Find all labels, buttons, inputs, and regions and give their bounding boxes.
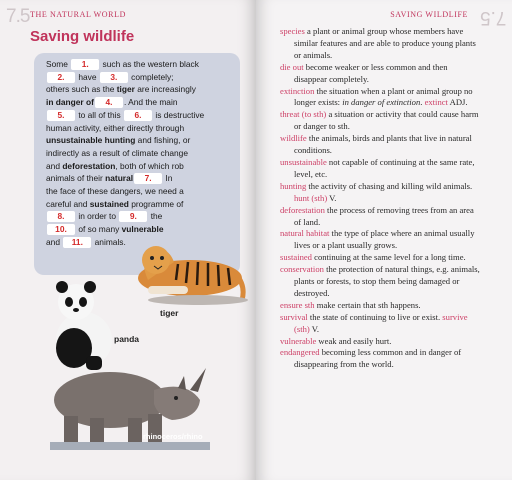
text-line (46, 122, 240, 135)
text-line (46, 83, 240, 96)
definition-text: the animals, birds and plants that live in natural conditions. (294, 133, 472, 156)
text-span: have (76, 71, 99, 82)
text-span: the (148, 211, 163, 222)
text-span: In (163, 173, 173, 184)
rhino-caption: rhinoceros/rhino (143, 432, 203, 441)
key-word: deforestation (62, 160, 116, 171)
glossary-entry (280, 62, 480, 86)
text-line (46, 210, 240, 223)
glossary-entry (280, 133, 480, 157)
headword: threat (to sth) (280, 109, 327, 120)
text-span: such as the western black (100, 59, 199, 69)
text-span: animals. (92, 236, 126, 247)
glossary-entry (280, 264, 480, 300)
gap-blank-2[interactable]: 2. (47, 72, 75, 83)
headword: natural habitat (280, 228, 330, 239)
glossary-entry (280, 336, 480, 348)
gap-blank-9[interactable]: 9. (119, 211, 147, 222)
headword: deforestation (280, 204, 325, 215)
key-word: in danger of (46, 97, 94, 108)
definition-text: the type of place where an animal usually lives or a plant usually grows. (294, 228, 475, 251)
gap-blank-1[interactable]: 1. (71, 59, 99, 70)
glossary-entry (280, 228, 480, 252)
definition-text: weak and easily hurt. (316, 335, 392, 346)
key-word: natural (105, 173, 134, 184)
key-word: sustained (89, 198, 129, 209)
glossary-entry (280, 347, 480, 371)
panda-image (44, 278, 116, 372)
text-line (46, 198, 240, 211)
definition-text: V. (309, 323, 320, 334)
text-line (46, 147, 240, 160)
related-form: survive (sth) (294, 311, 468, 334)
unit-number-right: 7.5 (479, 7, 506, 28)
definition-text: ADJ. (447, 97, 468, 108)
glossary-entry (280, 252, 480, 264)
definition-text: make certain that sth happens. (314, 299, 421, 310)
tiger-caption: tiger (160, 308, 179, 318)
glossary-entry (280, 157, 480, 181)
text-line (46, 71, 240, 84)
text-span: indirectly as a result of climate change (46, 147, 188, 158)
text-span: careful and (46, 198, 90, 209)
text-span: and (46, 236, 63, 247)
gap-blank-5[interactable]: 5. (47, 110, 75, 121)
text-span: are increasingly (134, 84, 196, 95)
gap-blank-8[interactable]: 8. (47, 211, 75, 222)
text-span: completely; (128, 71, 174, 82)
text-span: of so many (76, 224, 122, 235)
definition-text: the situation when a plant or animal group no longer exists: (294, 85, 473, 108)
definition-text: the state of continuing to live or exist. (307, 311, 443, 322)
headword: vulnerable (280, 335, 317, 346)
key-word: unsustainable hunting (46, 135, 136, 146)
text-span: programme of (128, 198, 184, 209)
definition-text: the protection of natural things, e.g. animals, plants or forests, to stop them being damaged or destroyed. (294, 264, 480, 298)
text-span: and fishing, or (135, 135, 191, 146)
related-form: extinct (424, 97, 448, 108)
gap-blank-6[interactable]: 6. (124, 110, 152, 121)
glossary-entry (280, 205, 480, 229)
definition-text: not capable of continuing at the same rate, level, etc. (294, 156, 475, 179)
text-line (46, 109, 240, 122)
text-line (46, 58, 240, 71)
headword: conservation (280, 264, 324, 275)
definition-text: becoming less common and in danger of disappearing from the world. (294, 347, 462, 370)
panda-caption: panda (114, 334, 140, 344)
text-span: , both of which rob (115, 160, 184, 171)
glossary-entry (280, 26, 480, 62)
definition-text: the activity of chasing and killing wild animals. (306, 180, 473, 191)
text-line (46, 185, 240, 198)
text-span: others such as the (46, 84, 117, 95)
definition-text: a situation or activity that could cause harm or danger to sth. (294, 109, 479, 132)
headword: unsustainable (280, 156, 327, 167)
gap-blank-10[interactable]: 10. (47, 224, 75, 235)
glossary-entry (280, 300, 480, 312)
text-line (46, 96, 240, 109)
related-form: hunt (sth) (294, 192, 328, 203)
glossary-entry (280, 109, 480, 133)
text-span: Some (46, 59, 71, 69)
headword: survival (280, 311, 308, 322)
text-line (46, 134, 240, 147)
gap-blank-11[interactable]: 11. (63, 237, 91, 248)
headword: extinction (280, 85, 315, 96)
definition-text: the process of removing trees from an area of land. (294, 204, 474, 227)
text-span: in order to (76, 211, 119, 222)
page-title: Saving wildlife (30, 28, 135, 45)
gap-blank-4[interactable]: 4. (95, 97, 123, 108)
glossary-entry (280, 312, 480, 336)
definition-text: a plant or animal group whose members have similar features and are able to produce young plants or animals. (294, 26, 476, 60)
definition-text: . (420, 97, 425, 108)
text-span: the face of these dangers, we need a (46, 186, 184, 197)
gap-blank-3[interactable]: 3. (100, 72, 128, 83)
glossary (280, 26, 480, 371)
running-head-left: THE NATURAL WORLD (30, 10, 126, 19)
text-span: and (46, 160, 63, 171)
unit-number-left: 7.5 (6, 6, 30, 27)
definition-text: become weaker or less common and then disappear completely. (294, 61, 448, 84)
glossary-entry (280, 181, 480, 205)
headword: wildlife (280, 133, 307, 144)
headword: species (280, 26, 305, 36)
text-span: . And the main (123, 97, 178, 108)
headword: ensure sth (280, 299, 315, 310)
headword: hunting (280, 180, 307, 191)
text-line (46, 160, 240, 173)
gap-fill-text (46, 58, 240, 249)
headword: sustained (280, 252, 312, 263)
text-span: to all of this (76, 109, 124, 120)
glossary-entry (280, 86, 480, 110)
definition-text: V. (327, 192, 337, 203)
definition-text: continuing at the same level for a long time. (311, 252, 466, 263)
text-span: animals of their (46, 173, 106, 184)
tiger-image (118, 228, 248, 308)
text-span: is destructive (153, 109, 205, 120)
example-phrase: in danger of extinction (342, 97, 421, 108)
gap-blank-7[interactable]: 7. (134, 173, 162, 184)
key-word: tiger (116, 84, 135, 95)
running-head-right: SAVING WILDLIFE (390, 10, 468, 19)
text-span: human activity, either directly through (46, 122, 185, 133)
headword: die out (280, 61, 304, 72)
text-line (46, 172, 240, 185)
key-word: vulnerable (121, 224, 164, 235)
headword: endangered (280, 347, 320, 358)
